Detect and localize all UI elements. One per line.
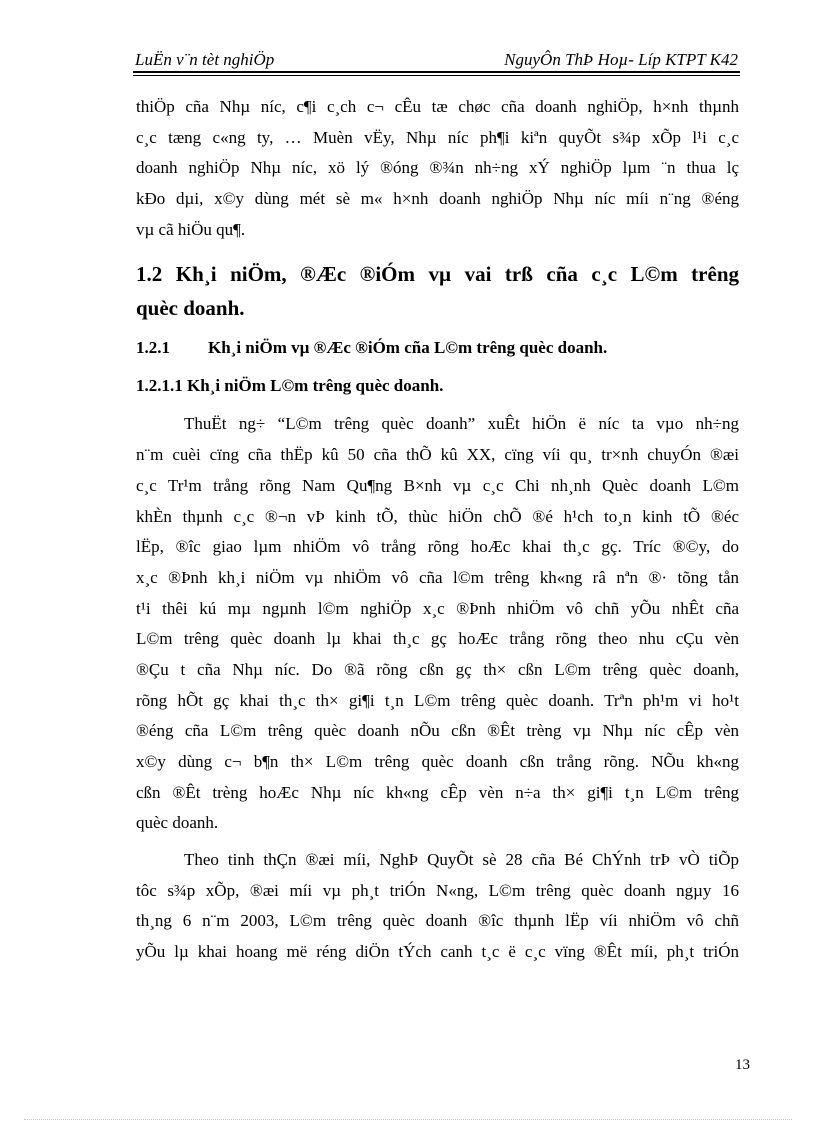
subsubsection-heading-1-2-1-1: 1.2.1.1 Kh¸i niÖm L©m trêng quèc doanh. [136,376,444,396]
text-line: ®Çu t cña Nhµ níc. Do ®ã rõng cßn gç th× cßn L©m trêng quèc doanh, [136,659,739,679]
paragraph-intro [136,92,739,245]
text-line: thiÖp cña Nhµ níc, c¶i c¸ch c¬ cÊu tæ chøc cña doanh nghiÖp, h×nh thµnh [136,97,739,116]
text-line: ®éng cña L©m trêng quèc doanh nÕu cßn ®Êt trèng vµ Nhµ níc cÊp vèn [136,721,739,741]
text-line: c¸c tæng c«ng ty, … Muèn vËy, Nhµ níc ph¶i kiªn quyÕt s¾p xÕp l¹i c¸c [136,127,739,147]
text-line: n¨m cuèi cïng cña thËp kû 50 cña thÕ kû XX, cïng víi qu¸ tr×nh chuyÓn ®æi [136,445,739,465]
header-rule-thin [133,75,740,76]
text-line: rõng hÕt gç khai th¸c th× gi¶i t¸n L©m trêng quèc doanh. Trªn ph¹m vi ho¹t [136,690,739,710]
heading-title: Kh¸i niÖm vµ ®Æc ®iÓm cña L©m trêng quèc doanh. [208,338,608,358]
text-line: khÈn thµnh c¸c ®¬n vÞ kinh tÕ, thùc hiÖn chÕ ®é h¹ch to¸n kinh tÕ ®éc [136,506,739,526]
text-line: c¸c Tr¹m trång rõng Nam Qu¶ng B×nh vµ c¸c Chi nh¸nh Quèc doanh L©m [136,475,739,495]
text-line: th¸ng 6 n¨m 2003, L©m trêng quèc doanh ®îc thµnh lËp víi nhiÖm vô chñ [136,911,739,931]
text-line: Theo tinh thÇn ®æi míi, NghÞ QuyÕt sè 28 cña Bé ChÝnh trÞ vÒ tiÕp [184,850,739,870]
header-rule-thick [133,71,740,73]
text-line: ThuËt ng÷ “L©m trêng quèc doanh” xuÊt hiÖn ë níc ta vµo nh÷ng [184,414,739,434]
subsection-heading-1-2-1 [136,333,739,363]
text-line: L©m trêng quèc doanh lµ khai th¸c gç hoÆc trång rõng theo nhu cÇu vèn [136,629,739,649]
text-line: vµ cã hiÖu qu¶. [136,219,246,239]
heading-number: 1.2.1 [136,338,170,358]
heading-line: 1.2 Kh¸i niÖm, ®Æc ®iÓm vµ vai trß cña c¸c L©m trêng [136,262,739,287]
section-heading-1-2 [136,257,739,325]
text-line: t¹i thêi kú mµ ngµnh l©m nghiÖp x¸c ®Þnh nhiÖm vô chñ yÕu nhÊt cña [136,598,739,618]
paragraph-definition [136,409,739,839]
page-number: 13 [735,1057,750,1073]
header-right-author: NguyÔn ThÞ Hoµ- Líp KTPT K42 [504,50,738,69]
paragraph-resolution [136,845,739,968]
header-left-title: LuËn v¨n tèt nghiÖp [135,50,275,69]
text-line: cßn ®Êt trèng hoÆc Nhµ níc kh«ng cÊp vèn n÷a th× gi¶i t¸n L©m trêng [136,782,739,802]
text-line: kÐo dµi, x©y dùng mét sè m« h×nh doanh nghiÖp Nhµ níc míi n¨ng ®éng [136,189,739,209]
text-line: tôc s¾p xÕp, ®æi míi vµ ph¸t triÓn N«ng, L©m trêng quèc doanh ngµy 16 [136,880,739,900]
text-line: doanh nghiÖp Nhµ níc, xö lý ®óng ®¾n nh÷ng xÝ nghiÖp lµm ¨n thua lç [136,158,739,178]
page-bottom-border [24,1119,792,1120]
text-line: x¸c ®Þnh kh¸i niÖm vµ nhiÖm vô cña l©m trêng kh«ng râ nªn ®· tõng tån [136,567,739,587]
text-line: yÕu lµ khai hoang më réng diÖn tÝch canh t¸c ë c¸c vïng ®Êt míi, ph¸t triÓn [136,942,739,962]
page-body [136,92,739,968]
text-line: quèc doanh. [136,813,219,833]
text-line: x©y dùng c¬ b¶n th× L©m trêng quèc doanh cßn trång rõng. NÕu kh«ng [136,752,739,771]
heading-line: quèc doanh. [136,296,245,321]
text-line: lËp, ®îc giao lµm nhiÖm vô trång rõng hoÆc khai th¸c gç. Tríc ®©y, do [136,537,739,557]
